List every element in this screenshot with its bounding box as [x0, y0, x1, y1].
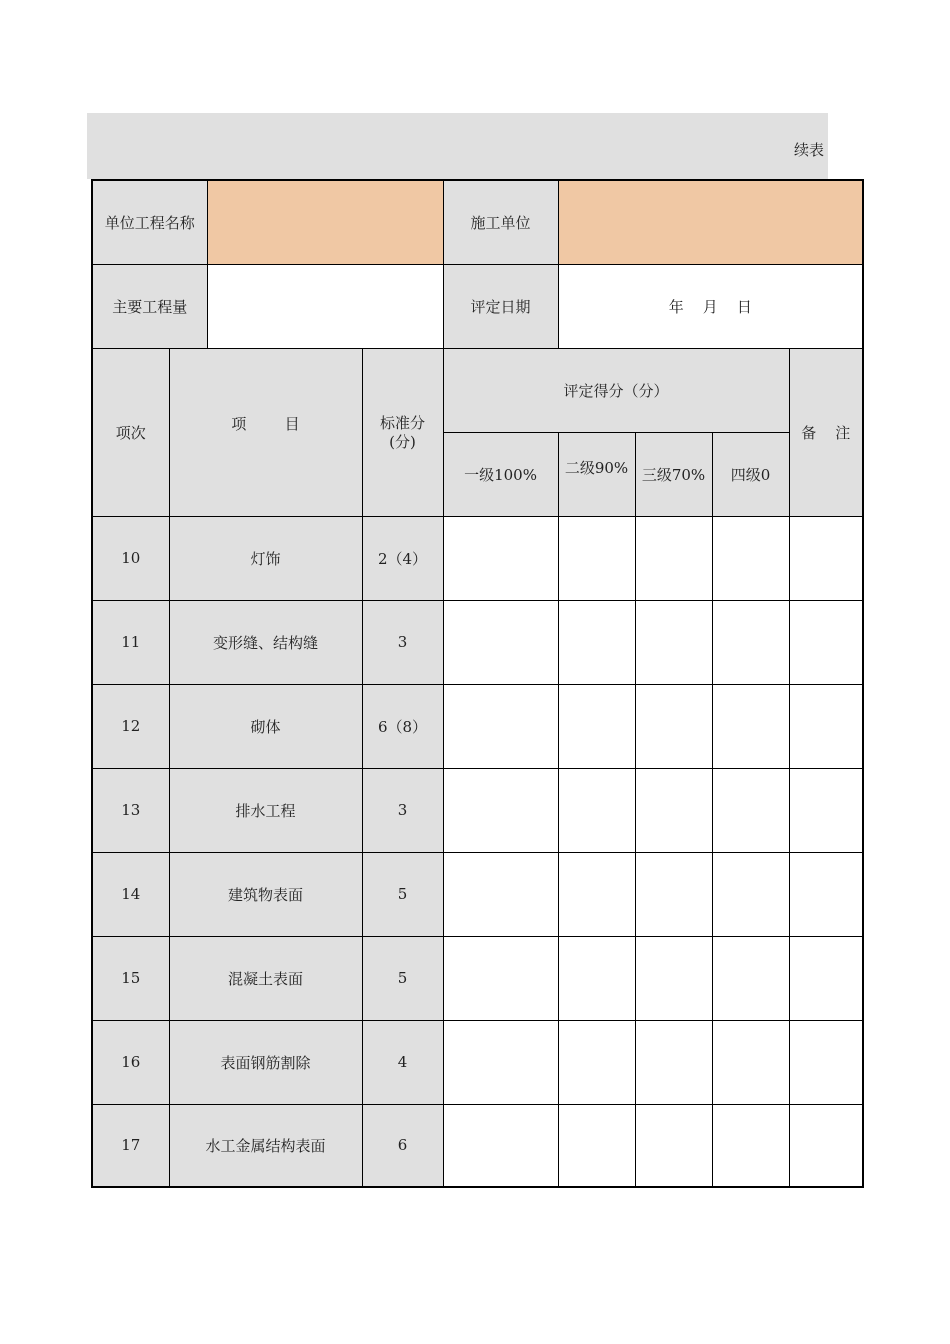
table-row [92, 1104, 863, 1187]
score-cell-grade-4[interactable] [712, 852, 789, 936]
unit-project-name-field[interactable] [207, 180, 443, 264]
col-header-grade-2: 二级90% [558, 432, 635, 516]
contractor-label: 施工单位 [443, 180, 558, 264]
score-cell-grade-1[interactable] [443, 1020, 558, 1104]
col-header-score-group: 评定得分（分） [443, 348, 789, 432]
remarks-cell[interactable] [789, 516, 863, 600]
row-index: 15 [92, 936, 169, 1020]
row-item: 表面钢筋割除 [169, 1020, 362, 1104]
score-cell-grade-4[interactable] [712, 516, 789, 600]
score-cell-grade-2[interactable] [558, 768, 635, 852]
score-cell-grade-3[interactable] [635, 936, 712, 1020]
row-index: 14 [92, 852, 169, 936]
score-cell-grade-4[interactable] [712, 600, 789, 684]
row-standard: 5 [362, 936, 443, 1020]
info-row-1 [92, 180, 863, 264]
table-row [92, 852, 863, 936]
score-cell-grade-3[interactable] [635, 852, 712, 936]
score-cell-grade-2[interactable] [558, 1104, 635, 1187]
unit-project-name-label: 单位工程名称 [92, 180, 207, 264]
table-row [92, 516, 863, 600]
score-cell-grade-2[interactable] [558, 516, 635, 600]
col-header-index: 项次 [92, 348, 169, 516]
row-standard: 6 [362, 1104, 443, 1187]
score-cell-grade-4[interactable] [712, 768, 789, 852]
score-cell-grade-1[interactable] [443, 600, 558, 684]
column-header-row-1 [92, 348, 863, 432]
score-cell-grade-3[interactable] [635, 1104, 712, 1187]
score-cell-grade-4[interactable] [712, 684, 789, 768]
score-cell-grade-3[interactable] [635, 516, 712, 600]
remarks-cell[interactable] [789, 684, 863, 768]
table-row [92, 600, 863, 684]
row-standard: 2（4） [362, 516, 443, 600]
evaluation-form-table [91, 179, 864, 1188]
score-cell-grade-3[interactable] [635, 600, 712, 684]
sheet-header-band [87, 113, 828, 179]
score-cell-grade-1[interactable] [443, 1104, 558, 1187]
remarks-cell[interactable] [789, 852, 863, 936]
remarks-cell[interactable] [789, 1104, 863, 1187]
row-index: 16 [92, 1020, 169, 1104]
eval-date-field[interactable]: 年 月 日 [558, 264, 863, 348]
score-cell-grade-1[interactable] [443, 684, 558, 768]
table-row [92, 768, 863, 852]
score-cell-grade-4[interactable] [712, 1104, 789, 1187]
row-index: 11 [92, 600, 169, 684]
row-item: 变形缝、结构缝 [169, 600, 362, 684]
eval-date-label: 评定日期 [443, 264, 558, 348]
row-index: 12 [92, 684, 169, 768]
row-standard: 3 [362, 768, 443, 852]
table-row [92, 936, 863, 1020]
score-cell-grade-3[interactable] [635, 1020, 712, 1104]
continuation-label: 续表 [793, 141, 824, 159]
row-standard: 5 [362, 852, 443, 936]
main-quantity-label: 主要工程量 [92, 264, 207, 348]
row-item: 灯饰 [169, 516, 362, 600]
row-index: 10 [92, 516, 169, 600]
score-cell-grade-2[interactable] [558, 684, 635, 768]
score-cell-grade-1[interactable] [443, 768, 558, 852]
score-cell-grade-2[interactable] [558, 1020, 635, 1104]
col-header-grade-4: 四级0 [712, 432, 789, 516]
col-header-grade-1: 一级100% [443, 432, 558, 516]
score-cell-grade-4[interactable] [712, 1020, 789, 1104]
score-cell-grade-3[interactable] [635, 684, 712, 768]
col-header-item: 项 目 [169, 348, 362, 516]
row-item: 混凝土表面 [169, 936, 362, 1020]
row-index: 13 [92, 768, 169, 852]
col-header-standard-line2: (分) [389, 433, 416, 451]
col-header-standard [362, 348, 443, 516]
table-row [92, 1020, 863, 1104]
main-quantity-field[interactable] [207, 264, 443, 348]
score-cell-grade-2[interactable] [558, 936, 635, 1020]
info-row-2 [92, 264, 863, 348]
row-index: 17 [92, 1104, 169, 1187]
remarks-cell[interactable] [789, 600, 863, 684]
row-item: 排水工程 [169, 768, 362, 852]
row-item: 建筑物表面 [169, 852, 362, 936]
remarks-cell[interactable] [789, 1020, 863, 1104]
row-standard: 6（8） [362, 684, 443, 768]
row-standard: 4 [362, 1020, 443, 1104]
row-item: 水工金属结构表面 [169, 1104, 362, 1187]
score-cell-grade-3[interactable] [635, 768, 712, 852]
score-cell-grade-1[interactable] [443, 936, 558, 1020]
score-cell-grade-1[interactable] [443, 852, 558, 936]
score-cell-grade-2[interactable] [558, 600, 635, 684]
row-standard: 3 [362, 600, 443, 684]
score-cell-grade-4[interactable] [712, 936, 789, 1020]
col-header-standard-line1: 标准分 [380, 414, 426, 432]
table-row [92, 684, 863, 768]
row-item: 砌体 [169, 684, 362, 768]
col-header-grade-3: 三级70% [635, 432, 712, 516]
remarks-cell[interactable] [789, 768, 863, 852]
col-header-remarks: 备 注 [789, 348, 863, 516]
score-cell-grade-1[interactable] [443, 516, 558, 600]
remarks-cell[interactable] [789, 936, 863, 1020]
score-cell-grade-2[interactable] [558, 852, 635, 936]
contractor-field[interactable] [558, 180, 863, 264]
